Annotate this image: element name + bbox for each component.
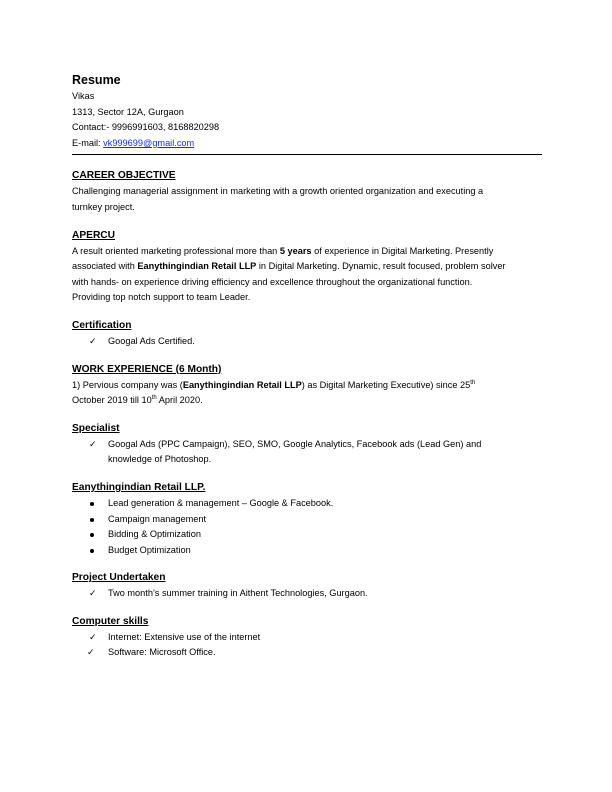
address-line: 1313, Sector 12A, Gurgaon bbox=[72, 106, 184, 117]
contact-line: Contact:- 9996991603, 8168820298 bbox=[72, 122, 220, 133]
list-item-text: Googal Ads Certified. bbox=[108, 335, 195, 346]
specialist-list bbox=[72, 437, 542, 468]
career-objective-heading: CAREER OBJECTIVE bbox=[72, 170, 176, 182]
list-item-text: Internet: Extensive use of the internet bbox=[108, 631, 261, 642]
header-divider bbox=[72, 154, 542, 155]
certification-heading: Certification bbox=[72, 319, 132, 331]
check-icon: ✓ bbox=[87, 647, 95, 658]
apercu-line bbox=[72, 244, 542, 260]
project-list bbox=[72, 586, 542, 602]
email-link[interactable]: vk999699@gmail.com bbox=[103, 137, 195, 148]
list-item bbox=[72, 527, 542, 543]
list-item bbox=[72, 543, 542, 559]
bullet-icon bbox=[90, 549, 94, 553]
work-experience-line bbox=[72, 378, 542, 394]
list-item bbox=[72, 645, 542, 661]
apercu-line bbox=[72, 259, 542, 275]
list-item bbox=[72, 512, 542, 528]
career-objective-line: turnkey project. bbox=[72, 201, 135, 212]
list-item-text: Budget Optimization bbox=[108, 544, 191, 555]
list-item bbox=[72, 496, 542, 512]
list-item-text: Two month’s summer training in Aithent Technologies, Gurgaon. bbox=[108, 588, 368, 599]
page-title: Resume bbox=[72, 73, 121, 87]
check-icon: ✓ bbox=[89, 631, 97, 642]
bullet-icon bbox=[90, 518, 94, 522]
list-item-text: Lead generation & management – Google & Facebook. bbox=[108, 497, 334, 508]
work-text: October 2019 till 10 bbox=[72, 395, 152, 406]
work-experience-heading: WORK EXPERIENCE (6 Month) bbox=[72, 363, 222, 375]
list-item-text: Campaign management bbox=[108, 513, 207, 524]
company-list bbox=[72, 496, 542, 558]
computer-skills-list bbox=[72, 630, 542, 661]
list-item bbox=[72, 586, 542, 602]
check-icon: ✓ bbox=[89, 438, 97, 449]
project-heading: Project Undertaken bbox=[72, 572, 166, 584]
apercu-text: of experience in Digital Marketing. Presently bbox=[311, 245, 494, 256]
resume-page bbox=[72, 72, 542, 661]
list-item-text: Bidding & Optimization bbox=[108, 529, 201, 540]
certification-list bbox=[72, 334, 542, 350]
apercu-text: A result oriented marketing professional more than bbox=[72, 245, 280, 256]
check-icon: ✓ bbox=[89, 335, 97, 346]
work-text: ) as Digital Marketing Executive) since 25 bbox=[301, 379, 471, 390]
apercu-text: in Digital Marketing. Dynamic, result focused, problem solver bbox=[256, 261, 506, 272]
apercu-company: Eanythingindian Retail LLP bbox=[137, 261, 257, 272]
candidate-name: Vikas bbox=[72, 91, 95, 101]
list-item-text: Software: Microsoft Office. bbox=[108, 647, 216, 658]
career-objective-line: Challenging managerial assignment in marketing with a growth oriented organization and executing a bbox=[72, 186, 484, 197]
list-item-text: Googal Ads (PPC Campaign), SEO, SMO, Google Analytics, Facebook ads (Lead Gen) and bbox=[108, 438, 482, 449]
bullet-icon bbox=[90, 502, 94, 506]
work-text: 1) Pervious company was ( bbox=[72, 379, 183, 390]
company-heading: Eanythingindian Retail LLP. bbox=[72, 481, 206, 493]
work-company: Eanythingindian Retail LLP bbox=[182, 379, 302, 390]
apercu-heading: APERCU bbox=[72, 229, 116, 241]
apercu-years: 5 years bbox=[279, 245, 312, 256]
bullet-icon bbox=[90, 533, 94, 537]
computer-skills-heading: Computer skills bbox=[72, 615, 149, 627]
apercu-line: Providing top notch support to team Leader. bbox=[72, 292, 251, 303]
ordinal-suffix: th bbox=[151, 395, 157, 402]
list-item bbox=[72, 334, 542, 350]
list-item bbox=[72, 437, 542, 468]
apercu-text: associated with bbox=[72, 261, 138, 272]
list-item bbox=[72, 630, 542, 646]
email-label: E-mail: bbox=[72, 137, 104, 148]
email-line bbox=[72, 136, 542, 152]
work-experience-line bbox=[72, 393, 542, 409]
ordinal-suffix: th bbox=[470, 379, 476, 386]
work-text: April 2020. bbox=[156, 395, 203, 406]
list-item-text: knowledge of Photoshop. bbox=[108, 454, 212, 465]
specialist-heading: Specialist bbox=[72, 422, 120, 434]
apercu-line: with hands- on experience driving efficiency and excellence throughout the organizational function. bbox=[72, 276, 473, 287]
check-icon: ✓ bbox=[89, 588, 97, 599]
